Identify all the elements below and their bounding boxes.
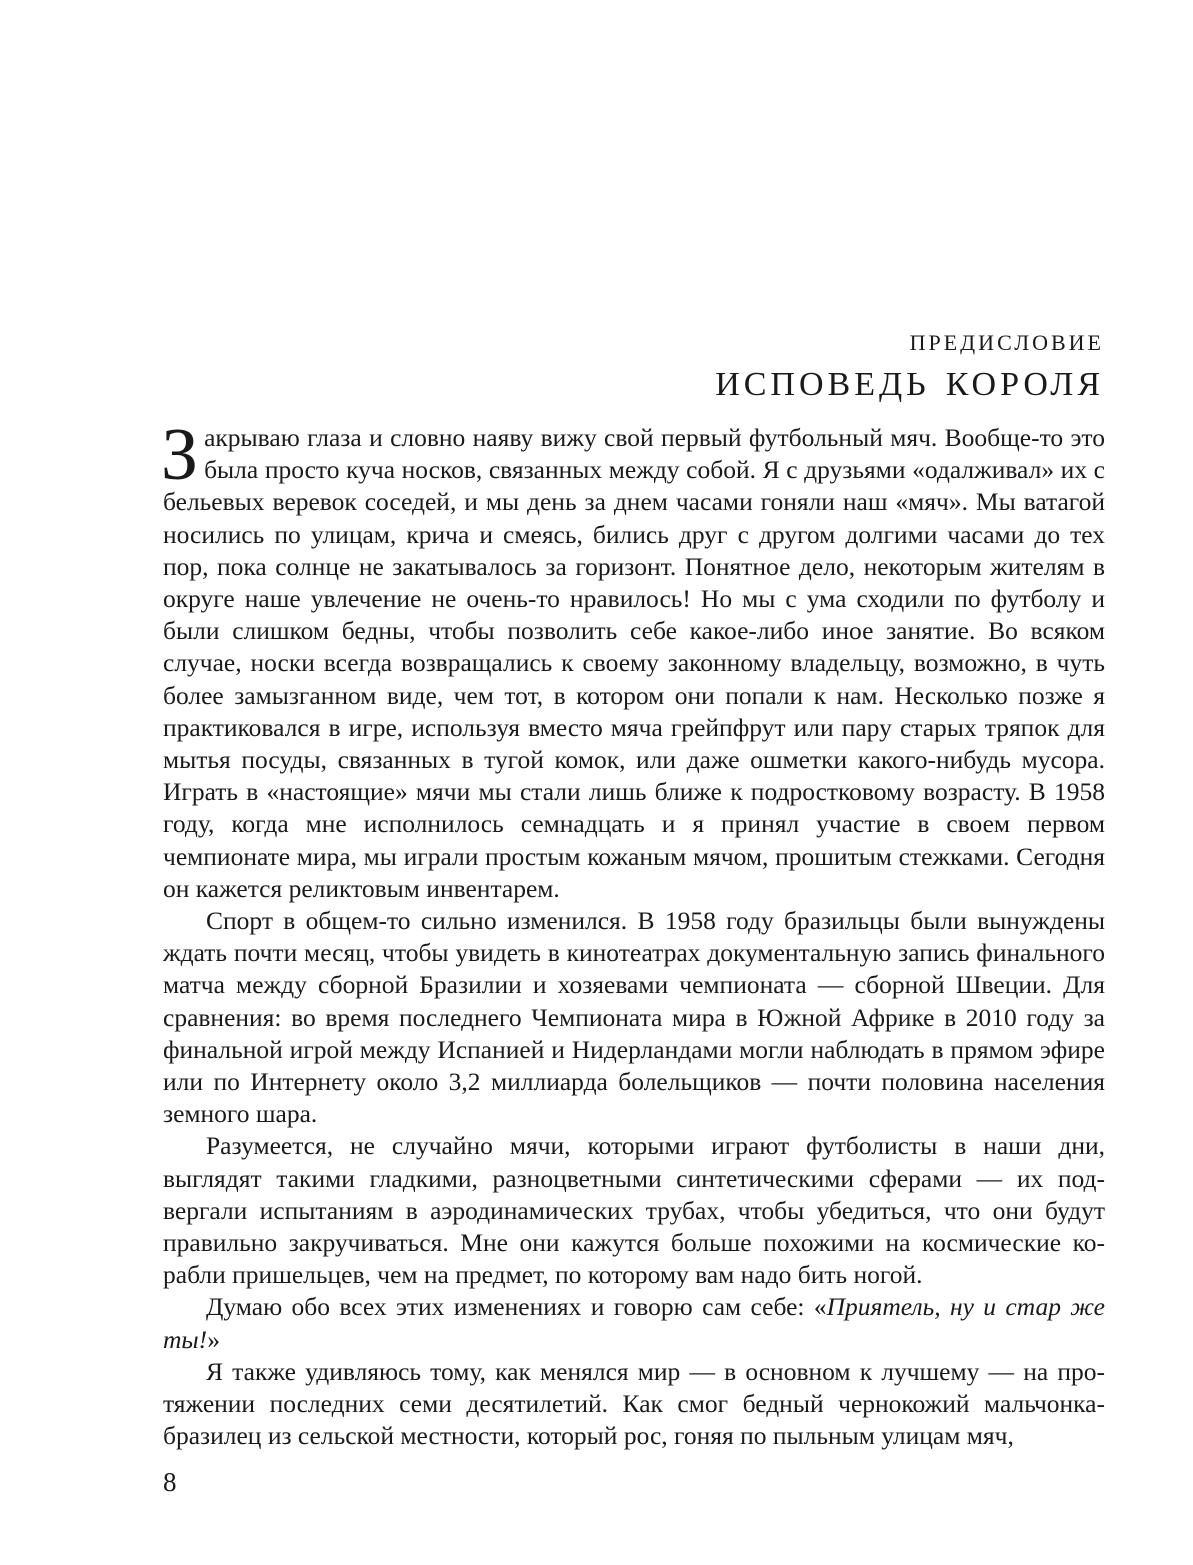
body-text — [161, 414, 1106, 1453]
italic-quote: Приятель, ну и стар же ты! — [163, 1292, 1106, 1354]
paragraph: Разумеется, не случайно мячи, которыми играют футболисты в наши дни, выглядят такими гладкими, разноцветными синтетическими сферами — их подвергали испытаниям в аэродинамических трубах, чтобы убедиться, что они будут правильно закручиваться. Мне они кажутся больше похожими на космические корабли пришельцев, чем на предмет, по которому вам надо бить ногой. — [163, 1131, 1105, 1290]
closing-quote-mark: » — [207, 1324, 220, 1354]
paragraph — [161, 414, 1105, 905]
page-number: 8 — [163, 1467, 177, 1497]
section-kicker: предисловие — [909, 322, 1104, 357]
paragraph-text: акрываю глаза и словно наяву вижу свой первый футбольный мяч. Вообще-то это была просто куча носков, связанных между собой. Я с друзьями «одалживал» их с бельевых веревок соседей, и мы день за днем часами гоняли наш «мяч». Мы ватагой носились по улицам, крича и смеясь, бились друг с другом долгими часами до тех пор, пока солнце не закатывалось за горизонт. Понятное дело, некоторым жителям в округе наше увлечение не очень-то нравилось! Но мы с ума сходили по футболу и были слишком бедны, чтобы позволить себе какое-либо иное занятие. Во всяком случае, носки всегда возвращались к своему законному владельцу, возможно, в чуть более замызганном виде, чем тот, в котором они попали к нам. Несколько позже я практиковался в игре, используя вместо мяча грейпфрут или пару старых тряпок для мытья посуды, связанных в тугой комок, или даже ошметки какого-нибудь мусора. Играть в «настоящие» мячи мы стали лишь ближе к подростковому возрасту. В 1958 году, когда мне исполнилось семнадцать и я принял участие в своем первом чемпионате мира, мы играли простым кожаным мячом, прошитым стежками. Сегодня он кажется реликтовым инвентарем. — [163, 423, 1105, 903]
paragraph: Спорт в общем-то сильно изменился. В 1958 году бразильцы были вынуждены ждать почти месяц, чтобы увидеть в кинотеатрах документальную запись финального матча между сборной Бразилии и хозяевами чемпионата — сборной Швеции. Для сравнения: во время последнего Чемпионата мира в Южной Африке в 2010 году за финальной игрой между Испанией и Нидерландами могли наблюдать в прямом эфире или по Интернету около 3,2 миллиарда болельщиков — почти половина населения земного шара. — [163, 906, 1105, 1129]
paragraph: Я также удивляюсь тому, как менялся мир — в основном к лучшему — на протяжении последних семи десятилетий. Как смог бедный чернокожий мальчонка-бразилец из сельской местности, который рос, гоняя по пыльным улицам мяч, — [163, 1356, 1105, 1451]
chapter-title: исповедь короля — [715, 353, 1104, 406]
drop-cap: З — [161, 414, 199, 496]
paragraph — [163, 1291, 1105, 1355]
paragraph-text: Думаю обо всех этих изменениях и говорю сам себе: « — [206, 1292, 827, 1322]
